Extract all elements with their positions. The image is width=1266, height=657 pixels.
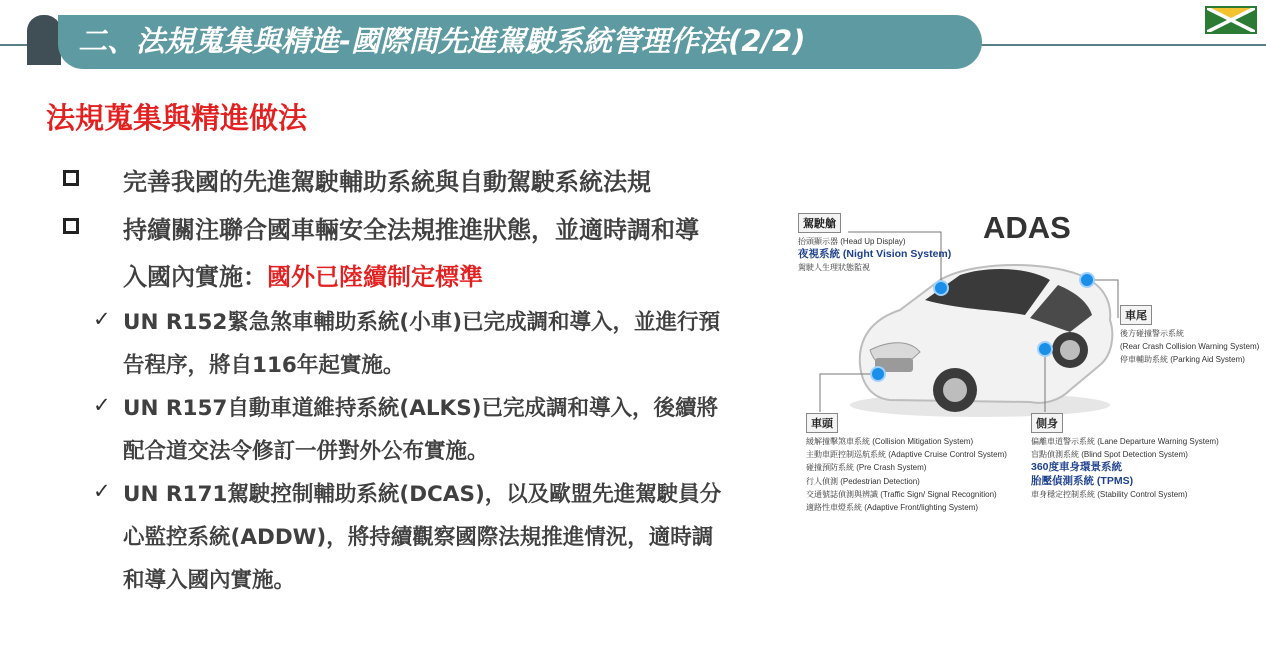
label-rear: 車尾 [1120,305,1152,325]
feature-item: 適路性車燈系統 (Adaptive Front/lighting System) [806,503,979,513]
feature-item: 抬頭顯示器 (Head Up Display) [798,237,906,246]
sub-item-text: 告程序，將自116年起實施。 [123,353,405,378]
bullet-text-plain: 入國內實施： [123,263,267,291]
sub-item-text: 和導入國內實施。 [123,568,296,593]
checkmark-icon: ✓ [93,393,111,417]
bullet-text: 完善我國的先進駕駛輔助系統與自動駕駛系統法規 [123,168,651,196]
sensor-dot-icon [869,365,887,383]
feature-item: 駕駛人生理狀態監視 [798,263,870,273]
feature-item: 主動車距控制巡航系統 (Adaptive Cruise Control System) [806,450,1007,460]
sub-item-text: UN R157自動車道維持系統(ALKS)已完成調和導入，後續將 [123,396,719,421]
label-side: 側身 [1031,413,1063,433]
feature-item: 後方碰撞警示系統 [1120,329,1184,338]
feature-item: 偏離車道警示系統 (Lane Departure Warning System) [1031,437,1219,446]
feature-item: 緩解撞擊煞車系統 (Collision Mitigation System) [806,437,974,446]
diagram-title: ADAS [983,210,1071,245]
feature-item: (Rear Crash Collision Warning System) [1120,342,1260,352]
highlight-text: 國外已陸續制定標準 [267,263,483,291]
label-cabin: 駕駛艙 [798,213,841,233]
feature-item-highlight: 夜視系統 (Night Vision System) [798,248,952,261]
feature-item: 停車輔助系統 (Parking Aid System) [1120,355,1245,365]
cabin-features [798,235,951,275]
checkmark-icon: ✓ [93,307,111,331]
feature-item-highlight: 360度車身環景系統 [1031,461,1123,474]
section-title: 法規蒐集與精進做法 [46,101,308,135]
slide-title: 二、法規蒐集與精進-國際間先進駕駛系統管理作法(2/2) [78,24,806,58]
checkmark-icon: ✓ [93,479,111,503]
front-features [806,435,1007,514]
feature-item: 交通號誌偵測與辨識 (Traffic Sign/ Signal Recognition) [806,489,997,499]
feature-item: 車身穩定控制系統 (Stability Control System) [1031,489,1188,499]
side-features [1031,435,1219,501]
sensor-dot-icon [1036,340,1054,358]
bullet-text: 持續關注聯合國車輛安全法規推進狀態，並適時調和導 [123,216,699,244]
label-front: 車頭 [806,413,838,433]
rear-features [1120,327,1259,367]
sub-item-text: 配合道交法令修訂一併對外公布實施。 [123,439,489,464]
sensor-dot-icon [932,279,950,297]
feature-item: 行人偵測 (Pedestrian Detection) [806,476,920,486]
sensor-dot-icon [1078,271,1096,289]
sub-item-text: 心監控系統(ADDW)，將持續觀察國際法規推進情況，適時調 [123,525,714,550]
feature-item: 碰撞預防系統 (Pre Crash System) [806,463,927,473]
sub-item-text: UN R152緊急煞車輔助系統(小車)已完成調和導入，並進行預 [123,310,721,335]
feature-item: 盲點偵測系統 (Blind Spot Detection System) [1031,450,1188,460]
feature-item-highlight: 胎壓偵測系統 (TPMS) [1031,474,1134,487]
sub-item-text: UN R171駕駛控制輔助系統(DCAS)，以及歐盟先進駕駛員分 [123,482,722,507]
